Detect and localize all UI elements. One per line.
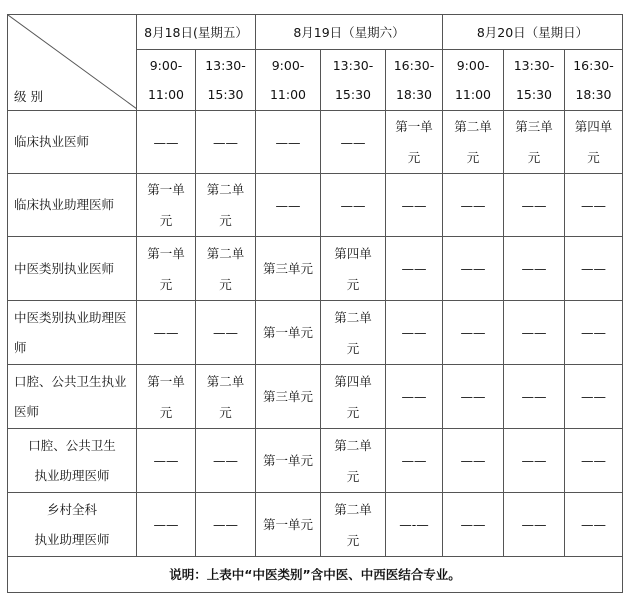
schedule-cell [443,365,504,429]
time-slot-header [137,50,196,111]
cell-text-line: 口腔、公共卫生 [28,437,116,453]
table-row [8,301,623,365]
schedule-cell [321,174,386,237]
schedule-cell [137,237,196,301]
cell-text-line: 元 [346,532,360,548]
schedule-cell [196,237,256,301]
time-slot-header [196,50,256,111]
cell-text-line: 元 [219,213,232,228]
cell-text-line: 第一单 [395,119,433,134]
time-slot-header [565,50,623,111]
cell-text-line: 11:00 [454,87,492,102]
schedule-cell [321,301,386,365]
cell-text-line: 16:30- [393,58,435,73]
schedule-cell [565,237,623,301]
cell-text: —— [401,197,427,213]
level-name-cell [8,174,137,237]
note-row [8,557,623,593]
corner-header-cell [8,15,137,111]
cell-text: —— [213,453,238,468]
schedule-cell [386,174,443,237]
date-header: 8月20日（星期日） [443,15,623,50]
schedule-cell [321,111,386,174]
cell-text: 第一单元 [262,325,313,340]
cell-text: —— [340,134,366,150]
table-row [8,174,623,237]
cell-text-line: 医师 [14,403,40,419]
cell-text: —— [581,325,606,340]
cell-text-line: 元 [159,276,173,292]
cell-text-line: 第二单 [206,245,245,261]
cell-text: —— [581,261,606,276]
schedule-cell [504,301,565,365]
cell-text: 第一单元 [262,517,313,532]
cell-text: 第三单元 [262,389,313,404]
schedule-cell [504,174,565,237]
cell-text: —— [275,197,301,213]
table-row [8,111,623,174]
schedule-cell [565,301,623,365]
level-name-cell [8,111,137,174]
schedule-cell [137,174,196,237]
cell-text-line: 中医类别执业医师 [14,260,115,276]
schedule-cell [137,365,196,429]
schedule-cell [504,237,565,301]
cell-text-line: 师 [14,339,27,355]
cell-text-line: 第二单 [334,501,372,517]
schedule-cell [196,174,256,237]
cell-text-line: 第二单 [206,182,245,197]
schedule-cell [565,493,623,557]
cell-text: 第一单元 [262,453,313,468]
level-name-cell [8,493,137,557]
cell-text: —— [581,197,606,213]
cell-text-line: 临床执业助理医师 [14,197,115,212]
cell-text-line: 9:00- [271,58,305,73]
schedule-cell [321,237,386,301]
cell-text: —— [213,517,238,532]
time-slot-header [321,50,386,111]
time-slot-header [256,50,321,111]
cell-text-line: 18:30 [395,87,433,102]
schedule-cell [504,429,565,493]
schedule-cell [196,429,256,493]
schedule-cell [386,301,443,365]
schedule-cell [443,111,504,174]
cell-text: —— [521,517,547,532]
cell-text-line: 第二单 [334,309,372,325]
cell-text-line: 16:30- [573,58,614,73]
cell-text-line: 9:00- [456,58,490,73]
cell-text: —— [153,517,179,532]
table-row [8,237,623,301]
cell-text: —— [460,453,486,468]
cell-text: —— [521,325,547,340]
cell-text-line: 第四单 [334,373,372,389]
cell-text-line: 15:30 [334,87,372,102]
header-date-row [8,15,623,50]
cell-text: —— [401,325,427,340]
schedule-cell [137,301,196,365]
date-header: 8月19日（星期六） [256,15,443,50]
table-row [8,493,623,557]
cell-text: —— [460,389,486,404]
schedule-cell [256,493,321,557]
cell-text: —— [521,453,547,468]
cell-text: —— [460,325,486,340]
cell-text-line: 第二单 [334,437,372,453]
schedule-cell [196,493,256,557]
schedule-cell [443,429,504,493]
cell-text-line: 元 [466,150,480,165]
cell-text-line: 乡村全科 [46,501,97,517]
corner-label: 级别 [14,89,48,104]
exam-schedule-table [7,14,623,593]
cell-text: —— [401,453,427,468]
schedule-cell [321,429,386,493]
cell-text: —— [521,197,547,213]
cell-text-line: 口腔、公共卫生执业 [14,373,127,389]
schedule-cell [504,365,565,429]
schedule-cell [256,365,321,429]
cell-text: —— [340,197,366,213]
schedule-cell [256,174,321,237]
cell-text-line: 11:00 [269,87,307,102]
schedule-cell [321,365,386,429]
cell-text-line: 13:30- [513,58,555,73]
cell-text: —— [581,453,606,468]
cell-text: —— [401,261,427,276]
schedule-cell [565,429,623,493]
cell-text: —— [153,134,179,150]
schedule-cell [137,429,196,493]
cell-text-line: 元 [346,404,360,420]
cell-text-line: 元 [219,276,232,292]
cell-text-line: 临床执业医师 [14,134,90,149]
level-name-cell [8,365,137,429]
schedule-cell [256,237,321,301]
cell-text-line: 执业助理医师 [34,467,110,483]
cell-text-line: 元 [346,340,360,356]
note-text: 说明：上表中“中医类别”含中医、中西医结合专业。 [8,557,623,593]
schedule-cell [443,301,504,365]
schedule-cell [504,493,565,557]
cell-text: —— [581,389,606,404]
date-header: 8月18日(星期五） [137,15,256,50]
cell-text-line: 元 [346,276,360,292]
cell-text: 第三单元 [262,261,313,276]
cell-text-line: 13:30- [332,58,374,73]
cell-text: —— [521,389,547,404]
level-name-cell [8,237,137,301]
cell-text-line: 第三单 [515,119,553,134]
cell-text: —— [153,325,179,340]
schedule-cell [256,301,321,365]
schedule-cell [504,111,565,174]
schedule-cell [386,429,443,493]
schedule-cell [565,174,623,237]
time-slot-header [443,50,504,111]
schedule-cell [443,493,504,557]
schedule-cell [565,365,623,429]
schedule-cell [565,111,623,174]
schedule-cell [386,111,443,174]
cell-text: —— [275,134,301,150]
schedule-cell [321,493,386,557]
schedule-cell [256,429,321,493]
schedule-cell [386,365,443,429]
cell-text-line: 元 [159,213,173,228]
cell-text: —— [213,134,238,150]
cell-text: —— [153,453,179,468]
cell-text: —— [581,517,606,532]
cell-text-line: 13:30- [205,58,246,73]
schedule-cell [443,237,504,301]
cell-text-line: 元 [159,404,173,420]
schedule-cell [196,111,256,174]
schedule-cell [256,111,321,174]
cell-text: —— [460,261,486,276]
cell-text-line: 元 [219,404,232,420]
cell-text-line: 15:30 [207,87,244,102]
cell-text-line: 元 [527,150,541,165]
cell-text-line: 18:30 [575,87,612,102]
cell-text: —— [521,261,547,276]
schedule-cell [137,493,196,557]
cell-text-line: 第一单 [147,182,185,197]
cell-text: —— [460,517,486,532]
cell-text-line: 第四单 [334,245,372,261]
cell-text-line: 元 [587,150,600,165]
cell-text-line: 第四单 [574,119,613,134]
cell-text-line: 中医类别执业助理医 [14,309,127,325]
cell-text: —— [460,197,486,213]
cell-text: —— [213,325,238,340]
schedule-cell [443,174,504,237]
level-name-cell [8,429,137,493]
cell-text-line: 第二单 [454,119,492,134]
level-name-cell [8,301,137,365]
cell-text-line: 元 [346,468,360,484]
cell-text-line: 9:00- [149,58,183,73]
time-slot-header [504,50,565,111]
cell-text-line: 元 [407,150,421,165]
cell-text: —-— [399,517,429,532]
schedule-cell [196,301,256,365]
table-row [8,365,623,429]
cell-text-line: 第二单 [206,373,245,389]
cell-text-line: 15:30 [515,87,553,102]
schedule-cell [386,493,443,557]
cell-text-line: 第一单 [147,245,185,261]
cell-text: —— [401,389,427,404]
cell-text-line: 执业助理医师 [34,531,110,547]
time-slot-header [386,50,443,111]
cell-text-line: 第一单 [147,373,185,389]
table-row [8,429,623,493]
schedule-cell [196,365,256,429]
schedule-cell [386,237,443,301]
schedule-cell [137,111,196,174]
cell-text-line: 11:00 [147,87,185,102]
